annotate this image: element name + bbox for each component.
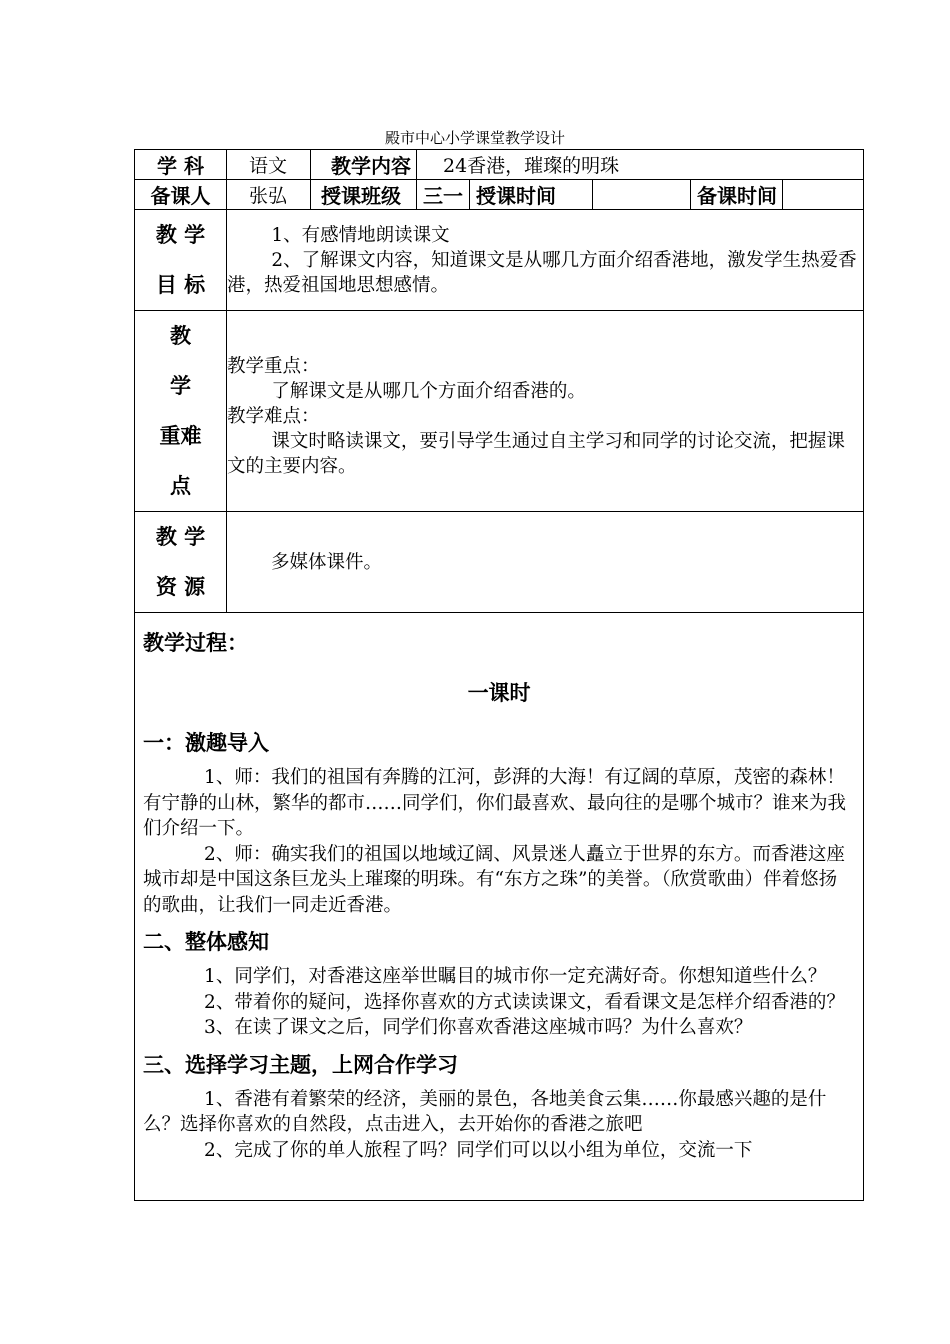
class-label: 授课班级 [311, 180, 417, 210]
resources-label-1: 教 学 [155, 524, 206, 549]
section-3-paragraph-2: 2、完成了你的单人旅程了吗？同学们可以以小组为单位，交流一下 [204, 1139, 753, 1161]
key-points-label-3: 重难 [159, 423, 202, 448]
goal-item-1: 1、有感情地朗读课文 [271, 224, 450, 246]
time-label: 授课时间 [470, 180, 593, 210]
preparer-label: 备课人 [135, 180, 227, 210]
process-cell [135, 613, 864, 1201]
section-heading-2: 二、整体感知 [143, 929, 269, 954]
key-points-content [227, 311, 864, 512]
difficulty-text: 课文时略读课文，要引导学生通过自主学习和同学的讨论交流，把握课文的主要内容。 [227, 430, 845, 477]
section-2-paragraph-3: 3、在读了课文之后，同学们你喜欢香港这座城市吗？为什么喜欢？ [204, 1017, 753, 1038]
resources-row [135, 512, 864, 613]
time-value [593, 180, 691, 210]
resources-label-2: 资 源 [155, 574, 206, 599]
resources-text: 多媒体课件。 [227, 512, 864, 613]
section-heading-3: 三、选择学习主题，上网合作学习 [143, 1051, 458, 1077]
section-heading-1: 一：激趣导入 [143, 730, 269, 755]
goals-row [135, 210, 864, 311]
key-points-row [135, 311, 864, 512]
section-1-paragraph-1: 1、师：我们的祖国有奔腾的江河，彭湃的大海！有辽阔的草原，茂密的森林！有宁静的山林，繁华的都市……同学们，你们最喜欢、最向往的是哪个城市？谁来为我们介绍一下。 [143, 767, 847, 839]
key-points-label-2: 学 [170, 373, 191, 398]
focus-text: 了解课文是从哪几个方面介绍香港的。 [271, 380, 586, 402]
info-row-2 [135, 180, 864, 210]
process-title: 教学过程： [143, 630, 248, 655]
subject-value: 语文 [227, 150, 311, 180]
section-2-paragraph-1: 1、同学们，对香港这座举世瞩目的城市你一定充满好奇。你想知道些什么？ [204, 966, 827, 987]
content-label: 教学内容 [311, 150, 417, 180]
goals-label-cell [135, 210, 227, 311]
key-points-label-1: 教 [170, 323, 191, 348]
goals-label-1: 教 学 [155, 222, 206, 247]
lesson-count: 一课时 [467, 680, 531, 705]
resources-label-cell [135, 512, 227, 613]
document-title: 殿市中心小学课堂教学设计 [384, 129, 565, 147]
content-value: 24香港，璀璨的明珠 [417, 150, 864, 180]
lesson-plan-table [134, 149, 864, 1201]
prep-time-value [783, 180, 864, 210]
process-row [135, 613, 864, 1201]
key-points-label-cell [135, 311, 227, 512]
section-3-paragraph-1: 1、香港有着繁荣的经济，美丽的景色，各地美食云集……你最感兴趣的是什么？选择你喜欢的自然段，点击进入，去开始你的香港之旅吧 [143, 1088, 827, 1135]
key-points-label-4: 点 [170, 473, 191, 498]
goal-item-2: 2、了解课文内容，知道课文是从哪几方面介绍香港地，激发学生热爱香港，热爱祖国地思想感情。 [227, 249, 857, 296]
preparer-value: 张弘 [227, 180, 311, 210]
goals-label-2: 目 标 [155, 272, 206, 297]
class-value: 三一 [417, 180, 470, 210]
info-row-1 [135, 150, 864, 180]
section-2-paragraph-2: 2、带着你的疑问，选择你喜欢的方式读读课文，看看课文是怎样介绍香港的？ [204, 991, 845, 1013]
goals-content [227, 210, 864, 311]
prep-time-label: 备课时间 [691, 180, 783, 210]
section-1-paragraph-2: 2、师：确实我们的祖国以地域辽阔、风景迷人矗立于世界的东方。而香港这座城市却是中国这条巨龙头上璀璨的明珠。有“东方之珠”的美誉。（欣赏歌曲）伴着悠扬的歌曲，让我们一同走近香港。 [143, 843, 845, 916]
focus-title: 教学重点： [227, 355, 320, 377]
subject-label: 学 科 [135, 150, 227, 180]
difficulty-title: 教学难点： [227, 405, 320, 427]
